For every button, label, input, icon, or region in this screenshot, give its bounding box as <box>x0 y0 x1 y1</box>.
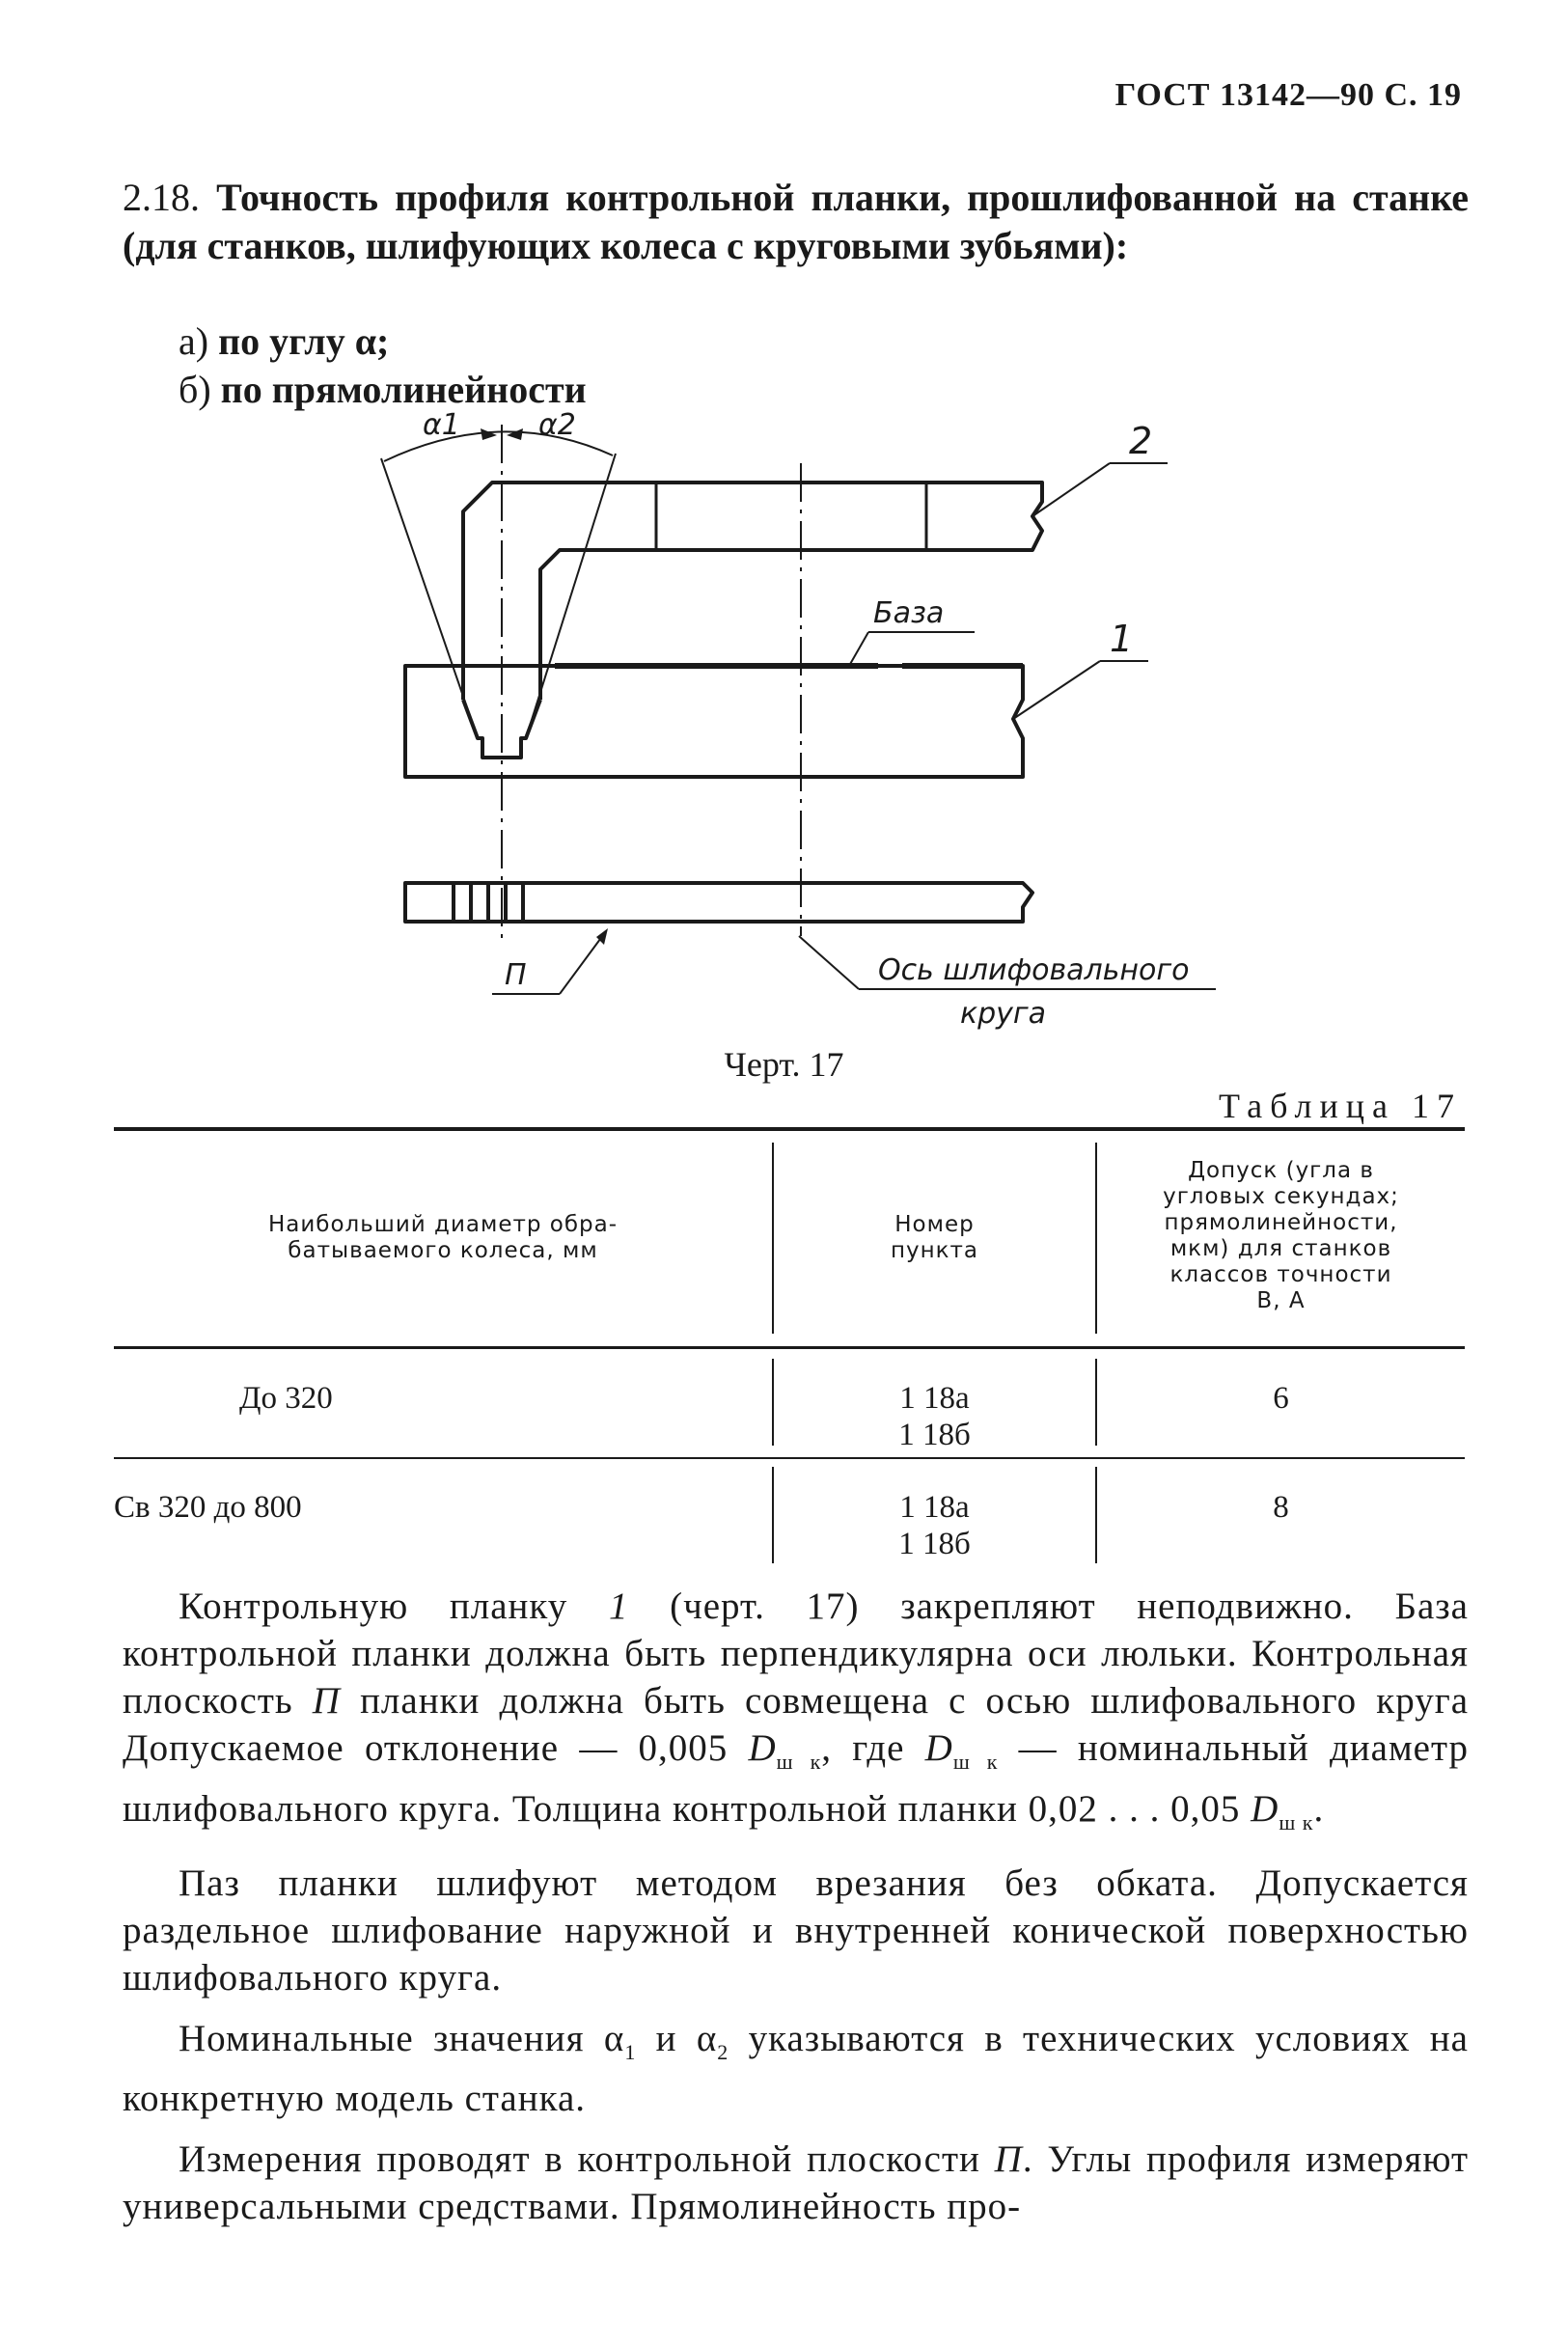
figure-caption: Черт. 17 <box>724 1045 844 1084</box>
label-1: 1 <box>1110 618 1134 660</box>
row1-item-numbers: 1 18а 1 18б <box>898 1381 971 1452</box>
label-axis-line2: круга <box>960 997 1047 1031</box>
body-text <box>123 1583 1469 2230</box>
label-base: База <box>873 596 945 630</box>
table-title: Таблица 17 <box>1219 1087 1462 1125</box>
item-a-label: а) <box>179 319 209 363</box>
arrow-alpha-left <box>481 428 497 440</box>
paragraph-1: Контрольную планку 1 (черт. 17) закрепляют неподвижно. База контрольной планки должна быть перпендикулярна оси люльки. Контрольная плоскость П планки должна быть совмещена с осью шлифовального круга Допускаемое отклонение — 0,005 $D_{ш к}$, где $D_{ш к}$ — номинальный диаметр шлифовального круга. Толщина контрольной планки 0,02 . . . 0,05 $D_{ш к}$. <box>123 1586 1469 1834</box>
table-row-rule <box>114 1457 1465 1459</box>
item-a-text: по углу α; <box>218 319 390 363</box>
row2-diameter: Св 320 до 800 <box>114 1490 302 1525</box>
row2-tolerance: 8 <box>1273 1490 1289 1525</box>
item-b-label: б) <box>179 368 211 411</box>
header-diameter: Наибольший диаметр обра- батываемого колеса, мм <box>267 1212 619 1263</box>
row1-tolerance: 6 <box>1273 1381 1289 1416</box>
header-tolerance: Допуск (угла в угловых секундах; прямолинейности, мкм) для станков классов точности В, А <box>1163 1158 1399 1313</box>
paragraph-2: Паз планки шлифуют методом врезания без обката. Допускается раздельное шлифование наружной и внутренней конической поверхностью шлифовального круга. <box>123 1861 1469 1999</box>
leader-1 <box>1013 661 1100 719</box>
page-header: ГОСТ 13142—90 С. 19 <box>1114 77 1462 113</box>
plate-bottom-outline <box>405 883 1032 922</box>
label-P: П <box>505 958 527 992</box>
label-axis-line1: Ось шлифовального <box>878 953 1190 987</box>
paragraph-4: Измерения проводят в контрольной плоскости П. Углы профиля измеряют универсальными средствами. Прямолинейность про- <box>123 2138 1469 2228</box>
leader-P <box>560 931 606 994</box>
paragraph-3: Номинальные значения $\alpha_1$ и $\alpha_2$ указываются в технических условиях на конкретную модель станка. <box>123 2017 1469 2120</box>
label-2: 2 <box>1129 420 1153 462</box>
leader-base <box>849 632 868 666</box>
angle-arc <box>384 431 613 461</box>
arrow-alpha-right <box>507 428 523 440</box>
label-alpha1: α1 <box>423 408 460 442</box>
row2-item-numbers: 1 18а 1 18б <box>898 1490 971 1561</box>
tolerance-table <box>114 1127 1465 1571</box>
section-heading <box>123 174 1469 270</box>
section-title: Точность профиля контрольной планки, прошлифованной на станке (для станков, шлифующих колеса с круговыми зубьями): <box>123 176 1470 267</box>
table-header-rule <box>114 1346 1465 1349</box>
header-item-number: Номер пункта <box>890 1212 979 1263</box>
table-top-rule <box>114 1127 1465 1131</box>
item-a <box>179 318 389 364</box>
item-b-text: по прямолинейности <box>220 368 587 411</box>
row1-diameter: До 320 <box>239 1381 333 1416</box>
section-number: 2.18. <box>123 176 200 219</box>
label-alpha2: α2 <box>538 408 576 442</box>
technical-drawing <box>367 405 1235 1033</box>
leader-axis <box>799 936 859 989</box>
plate-1-outline <box>405 666 1023 777</box>
